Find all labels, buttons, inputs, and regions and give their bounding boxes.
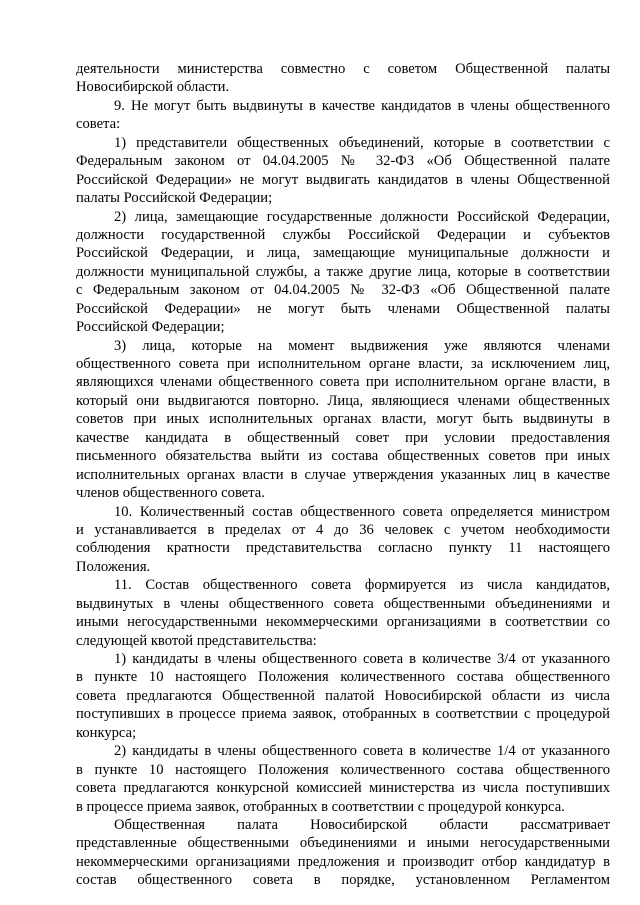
text-line: членов общественного совета. [76, 485, 265, 502]
text-line: должности государственной службы Российской Федерации и субъектов [76, 226, 610, 243]
text-line: выдвинутых в члены общественного совета общественными объединениями и [76, 595, 610, 612]
text-line: общественного совета при исполнительном органе власти, за исключением лиц, [76, 356, 610, 372]
text-line: совета: [76, 116, 121, 133]
text-line: 9. Не могут быть выдвинуты в качестве кандидатов в члены общественного [114, 97, 610, 114]
text-line: иными негосударственными некоммерческими организациями в соответствии со [76, 614, 610, 631]
document-page [76, 60, 610, 890]
text-line: Новосибирской области. [76, 79, 230, 96]
text-line: 10. Количественный состав общественного совета определяется министром [114, 503, 610, 520]
text-line: 2) кандидаты в члены общественного совета в количестве 1/4 от указанного [114, 743, 610, 760]
text-line: представленные общественными объединениями и иными негосударственными [76, 835, 610, 852]
text-line: являющихся членами общественного совета при исполнительном органе власти, в [76, 374, 610, 391]
text-line: Федеральным законом от 04.04.2005 № 32-ФЗ «Об Общественной палате [76, 153, 610, 170]
text-line: в процессе приема заявок, отобранных в соответствии с процедурой конкурса. [76, 798, 565, 815]
text-line: должности муниципальной службы, а также другие лица, которые в соответствии [76, 263, 610, 280]
text-line: качестве кандидата в общественный совет при условии предоставления [76, 429, 610, 446]
text-line: в пункте 10 настоящего Положения количественного состава общественного [76, 761, 610, 778]
text-line: некоммерческими организациями предложения и производит отбор кандидатур в [76, 853, 610, 870]
text-line: Российской Федерации; [76, 319, 225, 336]
text-line: Общественная палата Новосибирской области рассматривает [114, 816, 610, 833]
text-line: Российской Федерации» не могут быть членами Общественной палаты [76, 300, 610, 317]
text-line: письменного обязательства выйти из состава общественных советов при иных [76, 448, 610, 465]
text-line: деятельности министерства совместно с советом Общественной палаты [76, 61, 610, 77]
text-line: исполнительных органах власти в случае утверждения указанных лиц в качестве [76, 466, 610, 483]
text-line: следующей квотой представительства: [76, 632, 317, 649]
text-line: 1) кандидаты в члены общественного совета в количестве 3/4 от указанного [114, 651, 610, 667]
text-line: 1) представители общественных объединений, которые в соответствии с [114, 134, 610, 151]
text-line: Российской Федерации, и лица, замещающие муниципальные должности и [76, 245, 610, 262]
text-line: Российской Федерации» не могут выдвигать кандидатов в члены Общественной [76, 171, 610, 188]
text-line: поступивших в процессе приема заявок, отобранных в соответствии с процедурой [76, 706, 610, 723]
text-line: 2) лица, замещающие государственные должности Российской Федерации, [114, 208, 610, 225]
text-line: 3) лица, которые на момент выдвижения уже являются членами [114, 337, 610, 354]
text-line: Положения. [76, 558, 151, 575]
text-line: с Федеральным законом от 04.04.2005 № 32-ФЗ «Об Общественной палате [76, 282, 610, 299]
text-line: конкурса; [76, 724, 137, 741]
text-line: 11. Состав общественного совета формируется из числа кандидатов, [114, 577, 610, 594]
text-line: совета предлагаются Общественной палатой Новосибирской области из числа [76, 687, 610, 704]
text-line: соблюдения кратности представительства согласно пункту 11 настоящего [76, 540, 610, 557]
text-line: совета предлагаются конкурсной комиссией министерства из числа поступивших [76, 780, 610, 797]
text-line: состав общественного совета в порядке, установленном Регламентом [76, 872, 610, 889]
text-line: палаты Российской Федерации; [76, 190, 273, 207]
text-line: советов при иных исполнительных органах власти, могут быть выдвинуты в [76, 411, 610, 428]
text-line: и устанавливается в пределах от 4 до 36 человек с учетом необходимости [76, 521, 610, 538]
text-line: в пункте 10 настоящего Положения количественного состава общественного [76, 669, 610, 686]
text-line: который они выдвигаются повторно. Лица, являющиеся членами общественных [76, 392, 610, 409]
